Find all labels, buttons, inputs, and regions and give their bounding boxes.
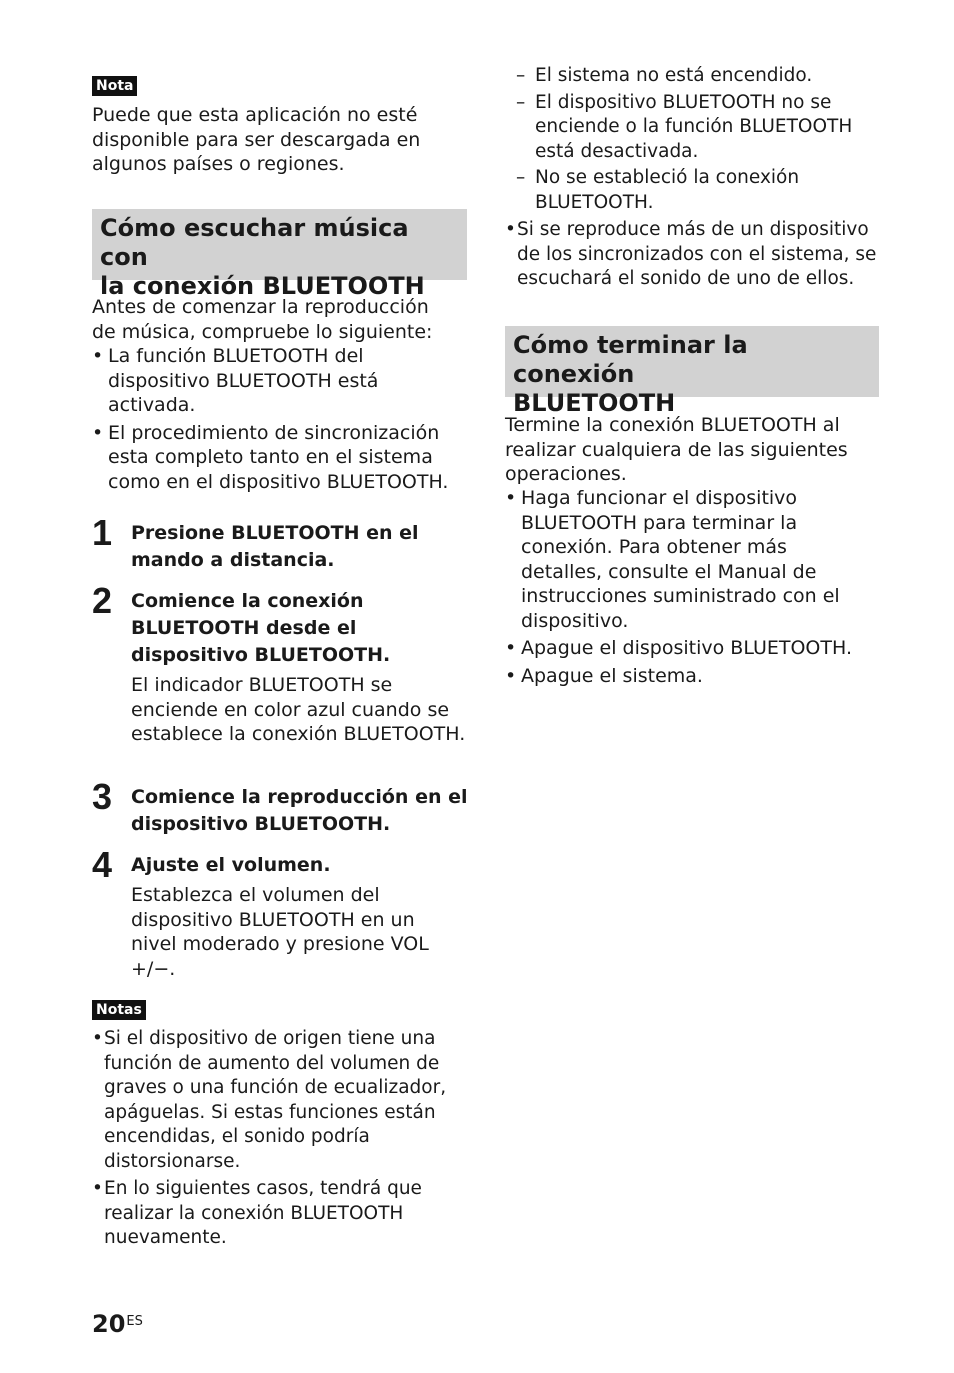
step-body: Establezca el volumen del dispositivo BLUETOOTH en un nivel moderado y presione VOL +/−. xyxy=(131,884,429,980)
notes-badge: Notas xyxy=(92,1000,146,1020)
intro-text xyxy=(92,295,468,344)
page-number-value: 20 xyxy=(92,1310,126,1338)
list-item: • Apague el dispositivo BLUETOOTH. xyxy=(505,636,881,661)
list-item: • Apague el sistema. xyxy=(505,664,881,689)
cases-list xyxy=(505,64,881,217)
list-item: • Haga funcionar el dispositivo BLUETOOTH para terminar la conexión. Para obtener más detalles, consulte el Manual de instrucciones suministrado con el dispositivo. xyxy=(505,486,861,633)
multi-device-note xyxy=(505,218,881,295)
list-item: – El dispositivo BLUETOOTH no se enciende o la función BLUETOOTH está desactivada. xyxy=(505,91,865,165)
step-number: 1 xyxy=(92,512,113,553)
step-number: 4 xyxy=(92,844,113,885)
step-number: 2 xyxy=(92,580,113,621)
page-number xyxy=(92,1308,143,1340)
heading-line: Cómo escuchar música con xyxy=(100,214,409,271)
heading-line: Cómo terminar la conexión xyxy=(513,331,748,388)
list-item: • La función BLUETOOTH del dispositivo BLUETOOTH está activada. xyxy=(92,344,398,418)
intro-line: de música, compruebe lo siguiente: xyxy=(92,320,433,343)
list-item: • En lo siguientes casos, tendrá que realizar la conexión BLUETOOTH nuevamente. xyxy=(92,1177,434,1251)
heading-line: la conexión BLUETOOTH xyxy=(100,272,425,300)
heading-line: BLUETOOTH xyxy=(513,389,676,417)
list-item: – El sistema no está encendido. xyxy=(505,64,881,89)
list-item: • El procedimiento de sincronización esta completo tanto en el sistema como en el dispositivo BLUETOOTH. xyxy=(92,421,468,495)
section-heading-listen xyxy=(92,209,467,300)
step-title: Comience la conexión BLUETOOTH desde el dispositivo BLUETOOTH. xyxy=(131,590,391,666)
page-language-code: ES xyxy=(126,1314,143,1329)
step-title: Comience la reproducción en el dispositivo BLUETOOTH. xyxy=(131,786,468,835)
step-number: 3 xyxy=(92,776,113,817)
step-title: Presione BLUETOOTH en el mando a distancia. xyxy=(131,522,419,571)
end-list xyxy=(505,486,881,691)
notes-list xyxy=(92,1027,457,1254)
check-list xyxy=(92,344,468,497)
list-item: • Si se reproduce más de un dispositivo de los sincronizados con el sistema, se escuchará el sonido de uno de ellos. xyxy=(505,218,881,292)
list-item: – No se estableció la conexión BLUETOOTH. xyxy=(505,166,835,215)
step-body: El indicador BLUETOOTH se enciende en color azul cuando se establece la conexión BLUETOOTH. xyxy=(131,674,466,745)
step-title: Ajuste el volumen. xyxy=(131,854,331,876)
intro-line: Antes de comenzar la reproducción xyxy=(92,296,429,318)
section-heading-end xyxy=(505,326,879,417)
end-intro: Termine la conexión BLUETOOTH al realizar cualquiera de las siguientes operaciones. xyxy=(505,414,848,485)
note-badge: Nota xyxy=(92,76,137,96)
note-text: Puede que esta aplicación no esté disponible para ser descargada en algunos países o regiones. xyxy=(92,104,421,175)
list-item: • Si el dispositivo de origen tiene una función de aumento del volumen de graves o una función de ecualizador, apáguelas. Si estas funciones están encendidas, el sonido podría distorsionarse. xyxy=(92,1027,457,1174)
